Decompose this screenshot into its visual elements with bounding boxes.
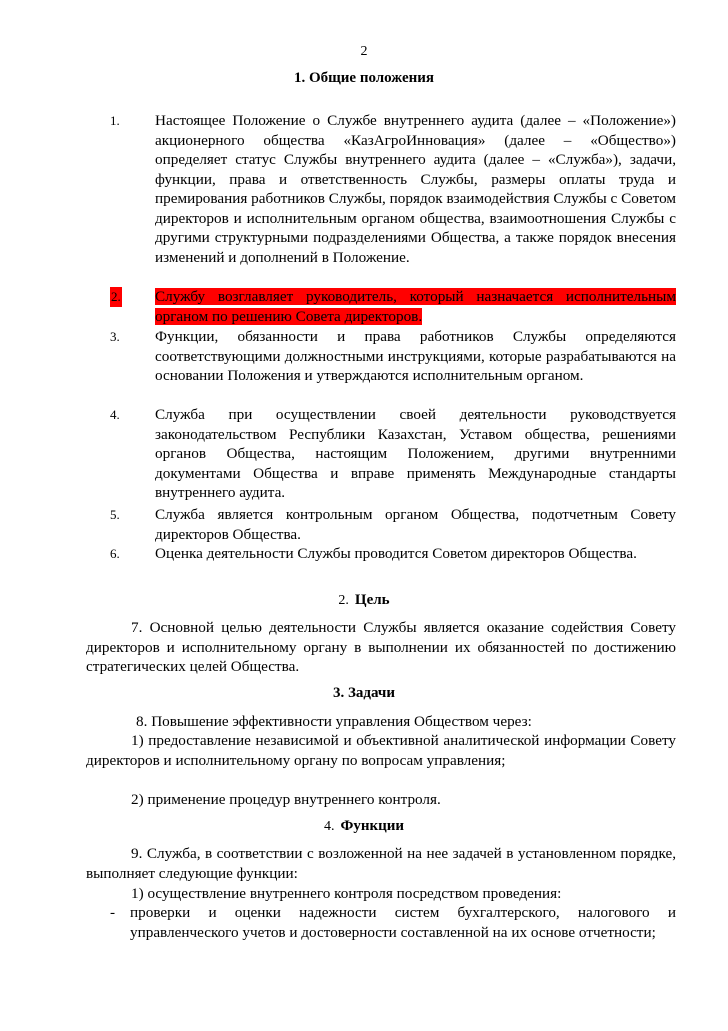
- paragraph-goal: 7. Основной целью деятельности Службы является оказание содействия Совету директоров и исполнительному органу в выполнении их обязанностей по достижению стратегических целей Общества.: [86, 619, 676, 675]
- page-number: 2: [360, 44, 368, 59]
- list-item-text: Функции, обязанности и права работников Службы определяются соответствующими должностными инструкциями, которые разрабатываются на основании Положения и утверждаются исполнительным органом.: [155, 328, 676, 384]
- list-item-6: [110, 544, 676, 564]
- paragraph-task-1: 1) предоставление независимой и объективной аналитической информации Совету директоров и исполнительному органу по вопросам управления;: [86, 732, 676, 769]
- list-item-text: Служба при осуществлении своей деятельности руководствуется законодательством Республики Казахстан, Уставом общества, решениями органов Общества, настоящим Положением, другими внутренними документами Общества и вправе применять Международные стандарты внутреннего аудита.: [155, 406, 676, 501]
- paragraph-function-1: 1) осуществление внутреннего контроля посредством проведения:: [131, 885, 562, 902]
- dash-marker: -: [110, 904, 116, 921]
- list-item-text: Служба является контрольным органом Общества, подотчетным Совету директоров Общества.: [155, 506, 676, 543]
- section-number: 4.: [323, 819, 335, 834]
- list-item-number: 3.: [110, 329, 120, 344]
- list-item-4: [110, 405, 676, 503]
- section-number: 2.: [338, 593, 349, 608]
- list-item-3: [110, 327, 676, 386]
- list-item-2-highlighted: [111, 287, 676, 326]
- paragraph-task-2: 2) применение процедур внутреннего контроля.: [131, 791, 441, 808]
- list-item-number: 2.: [110, 287, 122, 307]
- section-2-title: [0, 592, 728, 609]
- section-3-title: 3. Задачи: [332, 685, 395, 701]
- paragraph-tasks-intro: 8. Повышение эффективности управления Обществом через:: [136, 713, 532, 730]
- list-item-number: 1.: [110, 113, 120, 128]
- section-4-title: [0, 818, 728, 835]
- paragraph-functions-intro: 9. Служба, в соответствии с возложенной на нее задачей в установленном порядке, выполняет следующие функции:: [86, 845, 676, 882]
- list-item-1: [110, 111, 676, 267]
- dash-item-text: проверки и оценки надежности систем бухгалтерского, налогового и управленческого учетов и достоверности составленной на их основе отчетности;: [130, 904, 676, 941]
- list-item-text: Оценка деятельности Службы проводится Советом директоров Общества.: [155, 545, 637, 562]
- section-title-text: Функции: [340, 818, 405, 834]
- list-item-text: [130, 287, 676, 326]
- list-item-number: 6.: [110, 546, 120, 561]
- list-item-number: 5.: [110, 507, 120, 522]
- list-item-5: [110, 505, 676, 544]
- highlighted-text: Службу возглавляет руководитель, который назначается исполнительным органом по решению Совета директоров.: [155, 288, 676, 325]
- list-item-number: 4.: [110, 407, 120, 422]
- section-1-title: 1. Общие положения: [293, 70, 435, 86]
- section-title-text: Цель: [354, 592, 390, 608]
- list-item-text: Настоящее Положение о Службе внутреннего аудита (далее – «Положение») акционерного общества «КазАгроИнновация» (далее – «Общество») определяет статус Службы внутреннего аудита (далее – «Служба»), задачи, функции, права и ответственность Службы, размеры оплаты труда и премирования работников Службы, порядок взаимодействия Службы с Советом директоров и исполнительным органом общества, взаимоотношения Службы с другими структурными подразделениями Общества, а также порядок внесения изменений и дополнений в Положение.: [155, 112, 676, 266]
